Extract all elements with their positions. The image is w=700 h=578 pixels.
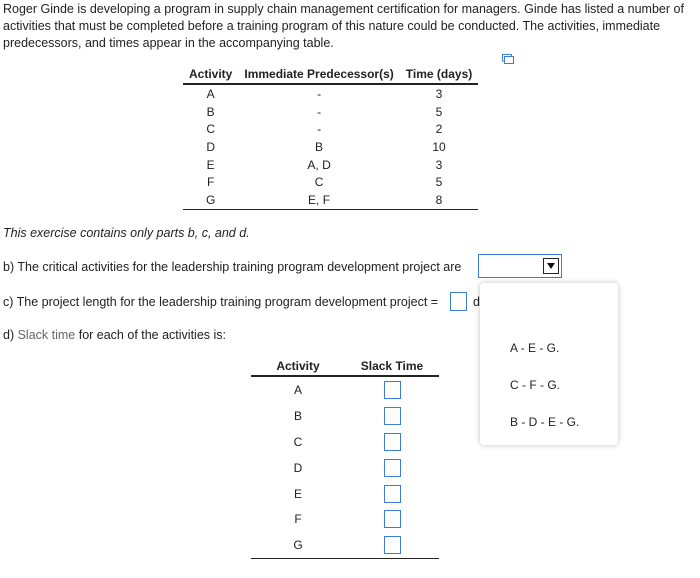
slack-input-b[interactable] (384, 407, 401, 425)
cell: F (207, 175, 215, 190)
table-row (183, 103, 478, 121)
cell (345, 429, 439, 455)
cell: C (314, 175, 324, 190)
cell (345, 376, 439, 403)
cell: B (293, 408, 302, 423)
col-slack-time: Slack Time (345, 358, 439, 376)
part-d-label (3, 328, 226, 342)
cell (345, 481, 439, 507)
table-row (251, 455, 439, 481)
cell: - (317, 86, 322, 101)
cell: 2 (435, 122, 443, 137)
cell: A, D (307, 157, 331, 172)
col-activity: Activity (251, 358, 345, 376)
cell: 8 (400, 191, 478, 209)
cell: D (206, 139, 216, 154)
cell: 5 (435, 104, 443, 119)
slack-input-f[interactable] (384, 510, 401, 528)
table-row (183, 138, 478, 156)
cell (345, 403, 439, 429)
slack-time-table (251, 358, 439, 559)
cell: G (183, 191, 238, 209)
cell: - (317, 104, 322, 119)
col-activity: Activity (183, 66, 238, 84)
col-time: Time (days) (400, 66, 478, 84)
project-length-input[interactable] (450, 292, 467, 311)
table-row (251, 506, 439, 532)
table-row (251, 429, 439, 455)
cell (345, 506, 439, 532)
cell: 3 (435, 86, 443, 101)
days-unit: d (473, 295, 480, 309)
cell: C (293, 434, 303, 449)
col-predecessors: Immediate Predecessor(s) (238, 66, 399, 84)
part-d-suffix: for each of the activities is: (75, 328, 227, 342)
cell: C (206, 122, 216, 137)
slack-input-c[interactable] (384, 433, 401, 451)
table-row (183, 173, 478, 191)
slack-time-link[interactable]: Slack time (17, 328, 76, 342)
chevron-down-icon[interactable] (543, 258, 559, 274)
cell: D (293, 460, 303, 475)
dropdown-menu (480, 283, 618, 445)
cell: 5 (435, 175, 443, 190)
slack-input-g[interactable] (384, 536, 401, 554)
table-row (251, 481, 439, 507)
cell (345, 455, 439, 481)
activity-table (183, 66, 478, 210)
slack-input-d[interactable] (384, 459, 401, 477)
problem-statement: Roger Ginde is developing a program in supply chain management certification for managers. Ginde has listed a number of activities that must be completed before a training program of this nature could be conducted. The activities, immediate predecessors, and times appear in the accompanying table. (3, 2, 684, 50)
cell: E (206, 157, 215, 172)
table-row (183, 84, 478, 103)
slack-input-a[interactable] (384, 381, 401, 399)
cell: G (251, 532, 345, 558)
critical-activities-select[interactable] (478, 254, 562, 278)
part-c-label: c) The project length for the leadership training program development project = (3, 295, 439, 309)
cell: 10 (432, 139, 446, 154)
copy-table-icon[interactable] (502, 54, 514, 64)
table-row (183, 156, 478, 174)
cell: E (293, 486, 302, 501)
dropdown-option-cfg[interactable]: C - F - G. (510, 378, 560, 392)
part-b-label: b) The critical activities for the leadership training program development project are (3, 260, 462, 274)
table-row (251, 532, 439, 558)
table-row (183, 191, 478, 209)
cell: - (317, 122, 322, 137)
slack-input-e[interactable] (384, 485, 401, 503)
cell: 3 (435, 157, 443, 172)
table-row (251, 376, 439, 403)
cell: B (206, 104, 215, 119)
part-d-prefix: d) (3, 328, 18, 342)
cell (345, 532, 439, 558)
cell: B (315, 139, 324, 154)
dropdown-option-bdeg[interactable]: B - D - E - G. (510, 415, 580, 429)
table-row (251, 403, 439, 429)
cell: E, F (238, 191, 399, 209)
cell: F (294, 512, 302, 527)
exercise-note: This exercise contains only parts b, c, and d. (3, 226, 250, 240)
cell: A (293, 382, 302, 397)
cell: A (206, 86, 215, 101)
dropdown-option-aeg[interactable]: A - E - G. (510, 341, 560, 355)
table-row (183, 120, 478, 138)
